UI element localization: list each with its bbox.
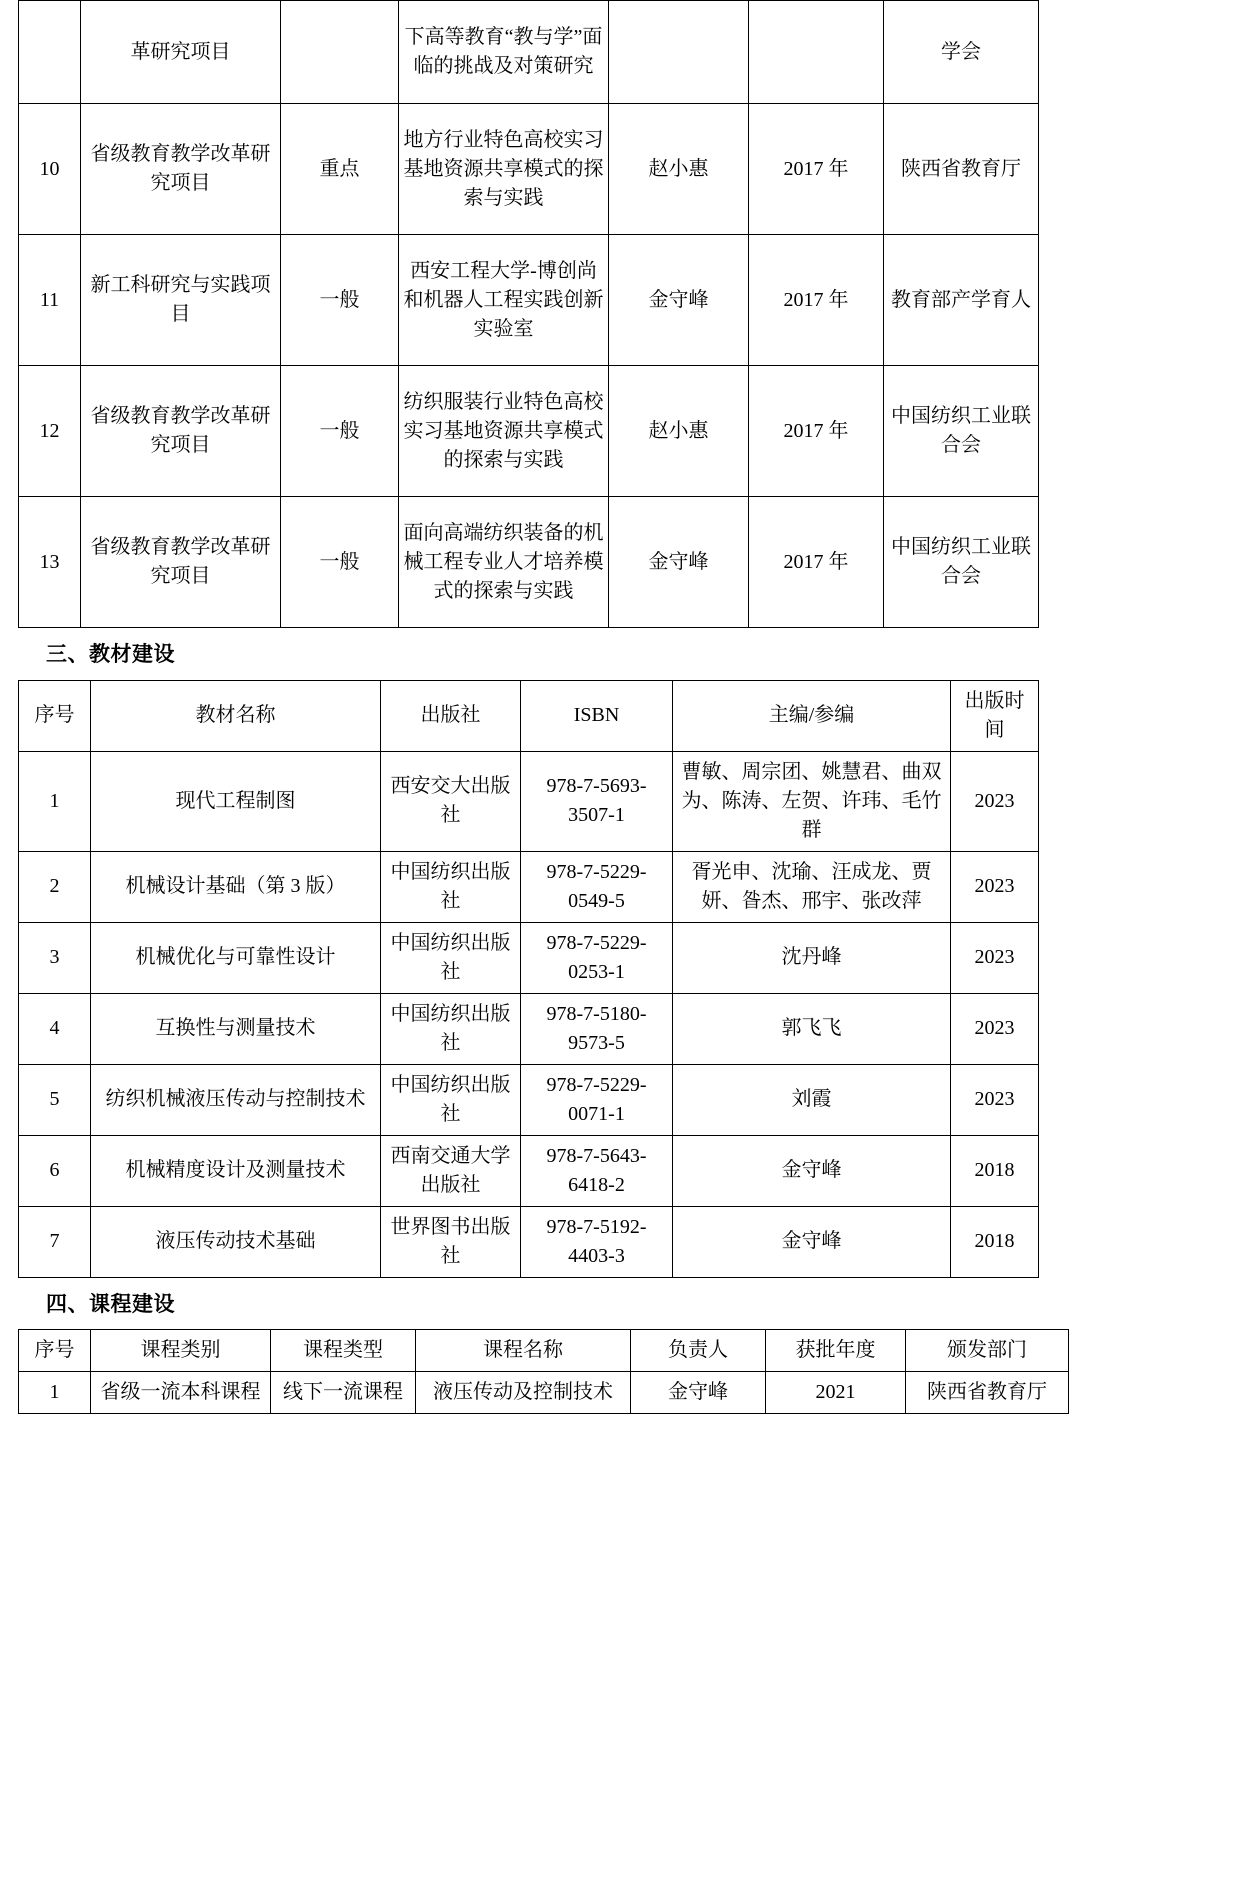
cell-type: 一般 bbox=[281, 497, 399, 628]
cell-isbn: 978-7-5229-0071-1 bbox=[521, 1064, 673, 1135]
table-header-row bbox=[19, 680, 1039, 751]
table-row bbox=[19, 366, 1039, 497]
cell-year bbox=[749, 1, 884, 104]
cell-year: 2017 年 bbox=[749, 235, 884, 366]
cell-title: 地方行业特色高校实习基地资源共享模式的探索与实践 bbox=[399, 104, 609, 235]
table-row bbox=[19, 497, 1039, 628]
cell-dept: 教育部产学育人 bbox=[884, 235, 1039, 366]
cell-isbn: 978-7-5180-9573-5 bbox=[521, 993, 673, 1064]
projects-table-body bbox=[19, 1, 1039, 628]
courses-table bbox=[18, 1329, 1069, 1414]
cell-dept: 陕西省教育厅 bbox=[906, 1372, 1069, 1414]
cell-name: 纺织机械液压传动与控制技术 bbox=[91, 1064, 381, 1135]
cell-publisher: 西南交通大学出版社 bbox=[381, 1135, 521, 1206]
table-row bbox=[19, 235, 1039, 366]
table-row bbox=[19, 1372, 1069, 1414]
cell-isbn: 978-7-5643-6418-2 bbox=[521, 1135, 673, 1206]
table-row bbox=[19, 851, 1039, 922]
col-header-person: 负责人 bbox=[631, 1330, 766, 1372]
cell-category: 新工科研究与实践项目 bbox=[81, 235, 281, 366]
col-header-publisher: 出版社 bbox=[381, 680, 521, 751]
col-header-year: 获批年度 bbox=[766, 1330, 906, 1372]
col-header-name: 教材名称 bbox=[91, 680, 381, 751]
cell-no: 5 bbox=[19, 1064, 91, 1135]
textbooks-table bbox=[18, 680, 1039, 1278]
cell-publisher: 中国纺织出版社 bbox=[381, 922, 521, 993]
cell-name: 互换性与测量技术 bbox=[91, 993, 381, 1064]
cell-title: 纺织服装行业特色高校实习基地资源共享模式的探索与实践 bbox=[399, 366, 609, 497]
cell-no: 1 bbox=[19, 1372, 91, 1414]
cell-no: 10 bbox=[19, 104, 81, 235]
section-heading-courses: 四、课程建设 bbox=[46, 1292, 175, 1316]
cell-no: 11 bbox=[19, 235, 81, 366]
cell-no: 4 bbox=[19, 993, 91, 1064]
col-header-authors: 主编/参编 bbox=[673, 680, 951, 751]
table-row bbox=[19, 1064, 1039, 1135]
cell-type: 重点 bbox=[281, 104, 399, 235]
cell-name: 机械精度设计及测量技术 bbox=[91, 1135, 381, 1206]
cell-date: 2018 bbox=[951, 1135, 1039, 1206]
cell-publisher: 西安交大出版社 bbox=[381, 751, 521, 851]
cell-authors: 金守峰 bbox=[673, 1135, 951, 1206]
cell-no bbox=[19, 1, 81, 104]
cell-date: 2023 bbox=[951, 922, 1039, 993]
cell-year: 2021 bbox=[766, 1372, 906, 1414]
cell-isbn: 978-7-5192-4403-3 bbox=[521, 1206, 673, 1277]
textbooks-table-body bbox=[19, 751, 1039, 1277]
textbooks-table-head bbox=[19, 680, 1039, 751]
cell-person: 赵小惠 bbox=[609, 104, 749, 235]
cell-no: 2 bbox=[19, 851, 91, 922]
cell-authors: 刘霞 bbox=[673, 1064, 951, 1135]
cell-name: 液压传动及控制技术 bbox=[416, 1372, 631, 1414]
cell-authors: 沈丹峰 bbox=[673, 922, 951, 993]
cell-person: 金守峰 bbox=[609, 235, 749, 366]
cell-no: 3 bbox=[19, 922, 91, 993]
table-row bbox=[19, 1206, 1039, 1277]
table-row bbox=[19, 751, 1039, 851]
cell-no: 6 bbox=[19, 1135, 91, 1206]
cell-date: 2023 bbox=[951, 1064, 1039, 1135]
cell-year: 2017 年 bbox=[749, 366, 884, 497]
cell-dept: 学会 bbox=[884, 1, 1039, 104]
cell-dept: 陕西省教育厅 bbox=[884, 104, 1039, 235]
cell-publisher: 世界图书出版社 bbox=[381, 1206, 521, 1277]
cell-person: 金守峰 bbox=[631, 1372, 766, 1414]
table-row bbox=[19, 1, 1039, 104]
cell-category: 省级一流本科课程 bbox=[91, 1372, 271, 1414]
cell-year: 2017 年 bbox=[749, 104, 884, 235]
col-header-no: 序号 bbox=[19, 1330, 91, 1372]
courses-table-body bbox=[19, 1372, 1069, 1414]
col-header-no: 序号 bbox=[19, 680, 91, 751]
col-header-isbn: ISBN bbox=[521, 680, 673, 751]
cell-category: 省级教育教学改革研究项目 bbox=[81, 497, 281, 628]
cell-publisher: 中国纺织出版社 bbox=[381, 851, 521, 922]
cell-publisher: 中国纺织出版社 bbox=[381, 993, 521, 1064]
cell-authors: 胥光申、沈瑜、汪成龙、贾妍、昝杰、邢宇、张改萍 bbox=[673, 851, 951, 922]
cell-dept: 中国纺织工业联合会 bbox=[884, 366, 1039, 497]
table-row bbox=[19, 922, 1039, 993]
cell-isbn: 978-7-5693-3507-1 bbox=[521, 751, 673, 851]
cell-date: 2023 bbox=[951, 993, 1039, 1064]
cell-name: 机械设计基础（第 3 版） bbox=[91, 851, 381, 922]
col-header-type: 课程类型 bbox=[271, 1330, 416, 1372]
cell-date: 2018 bbox=[951, 1206, 1039, 1277]
cell-isbn: 978-7-5229-0253-1 bbox=[521, 922, 673, 993]
table-row bbox=[19, 993, 1039, 1064]
cell-person: 赵小惠 bbox=[609, 366, 749, 497]
courses-table-head bbox=[19, 1330, 1069, 1372]
cell-type: 线下一流课程 bbox=[271, 1372, 416, 1414]
cell-person bbox=[609, 1, 749, 104]
cell-authors: 曹敏、周宗团、姚慧君、曲双为、陈涛、左贺、许玮、毛竹群 bbox=[673, 751, 951, 851]
table-row bbox=[19, 1135, 1039, 1206]
cell-dept: 中国纺织工业联合会 bbox=[884, 497, 1039, 628]
col-header-category: 课程类别 bbox=[91, 1330, 271, 1372]
cell-type: 一般 bbox=[281, 235, 399, 366]
cell-category: 省级教育教学改革研究项目 bbox=[81, 104, 281, 235]
table-header-row bbox=[19, 1330, 1069, 1372]
section-heading-textbooks: 三、教材建设 bbox=[46, 643, 175, 666]
cell-authors: 郭飞飞 bbox=[673, 993, 951, 1064]
cell-no: 13 bbox=[19, 497, 81, 628]
cell-year: 2017 年 bbox=[749, 497, 884, 628]
table-row bbox=[19, 104, 1039, 235]
cell-category: 省级教育教学改革研究项目 bbox=[81, 366, 281, 497]
col-header-date: 出版时间 bbox=[951, 680, 1039, 751]
cell-no: 7 bbox=[19, 1206, 91, 1277]
col-header-dept: 颁发部门 bbox=[906, 1330, 1069, 1372]
cell-name: 液压传动技术基础 bbox=[91, 1206, 381, 1277]
cell-date: 2023 bbox=[951, 851, 1039, 922]
projects-table bbox=[18, 0, 1039, 628]
cell-person: 金守峰 bbox=[609, 497, 749, 628]
col-header-name: 课程名称 bbox=[416, 1330, 631, 1372]
cell-type bbox=[281, 1, 399, 104]
cell-publisher: 中国纺织出版社 bbox=[381, 1064, 521, 1135]
cell-title: 面向高端纺织装备的机械工程专业人才培养模式的探索与实践 bbox=[399, 497, 609, 628]
cell-name: 机械优化与可靠性设计 bbox=[91, 922, 381, 993]
cell-category: 革研究项目 bbox=[81, 1, 281, 104]
cell-authors: 金守峰 bbox=[673, 1206, 951, 1277]
cell-name: 现代工程制图 bbox=[91, 751, 381, 851]
cell-title: 西安工程大学-博创尚和机器人工程实践创新实验室 bbox=[399, 235, 609, 366]
cell-no: 1 bbox=[19, 751, 91, 851]
cell-title: 下高等教育“教与学”面临的挑战及对策研究 bbox=[399, 1, 609, 104]
cell-date: 2023 bbox=[951, 751, 1039, 851]
cell-no: 12 bbox=[19, 366, 81, 497]
cell-isbn: 978-7-5229-0549-5 bbox=[521, 851, 673, 922]
cell-type: 一般 bbox=[281, 366, 399, 497]
